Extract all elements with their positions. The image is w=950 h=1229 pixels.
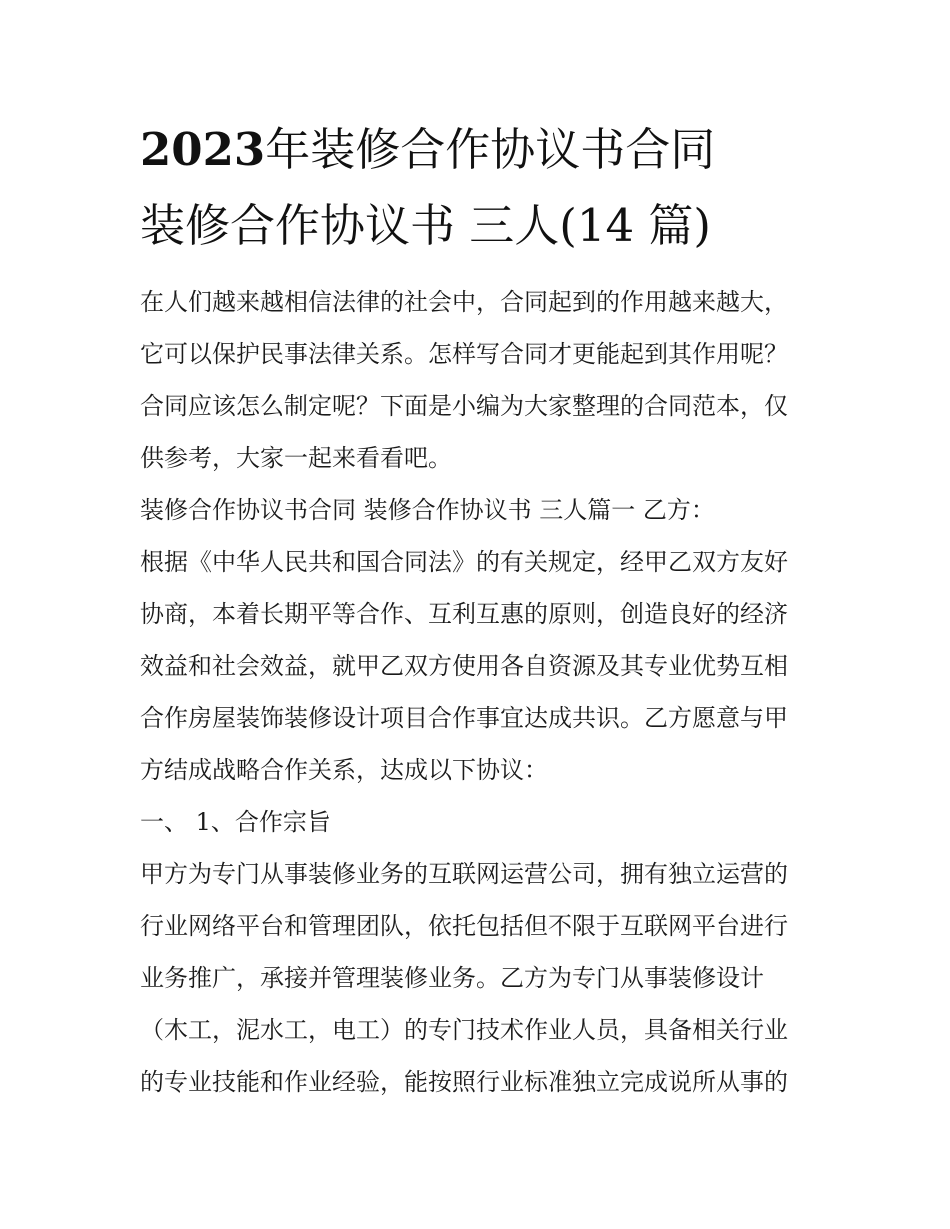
body-line: 的专业技能和作业经验，能按照行业标准独立完成说所从事的: [140, 1068, 788, 1096]
body-line: 业务推广，承接并管理装修业务。乙方为专门从事装修设计: [140, 964, 764, 992]
body-line: 它可以保护民事法律关系。怎样写合同才更能起到其作用呢？: [140, 340, 788, 368]
document-title: [140, 112, 840, 264]
title-line-2: [140, 188, 840, 264]
body-line: （木工，泥水工，电工）的专门技术作业人员，具备相关行业: [140, 1016, 788, 1044]
section-heading: 装修合作协议书合同 装修合作协议书 三人篇一 乙方：: [140, 496, 715, 524]
body-line: 合同应该怎么制定呢？下面是小编为大家整理的合同范本，仅: [140, 392, 788, 420]
body-line: 根据《中华人民共和国合同法》的有关规定，经甲乙双方友好: [140, 548, 788, 576]
title-line-2-text: 装修合作协议书 三人(14 篇): [140, 199, 711, 252]
document-body: [140, 276, 820, 1108]
title-year: 2023: [140, 123, 266, 176]
title-line-1-text: 年装修合作协议书合同: [265, 123, 716, 176]
title-line-1: [140, 112, 840, 188]
body-line: 方结成战略合作关系，达成以下协议：: [140, 756, 548, 784]
body-line: 甲方为专门从事装修业务的互联网运营公司，拥有独立运营的: [140, 860, 788, 888]
clause-heading: 一、 1、合作宗旨: [140, 808, 331, 836]
body-line: 效益和社会效益，就甲乙双方使用各自资源及其专业优势互相: [140, 652, 788, 680]
body-line: 在人们越来越相信法律的社会中，合同起到的作用越来越大，: [140, 288, 788, 316]
body-line: 行业网络平台和管理团队，依托包括但不限于互联网平台进行: [140, 912, 788, 940]
body-line: 供参考，大家一起来看看吧。: [140, 444, 452, 472]
body-line: 协商，本着长期平等合作、互利互惠的原则，创造良好的经济: [140, 600, 788, 628]
body-line: 合作房屋装饰装修设计项目合作事宜达成共识。乙方愿意与甲: [140, 704, 788, 732]
